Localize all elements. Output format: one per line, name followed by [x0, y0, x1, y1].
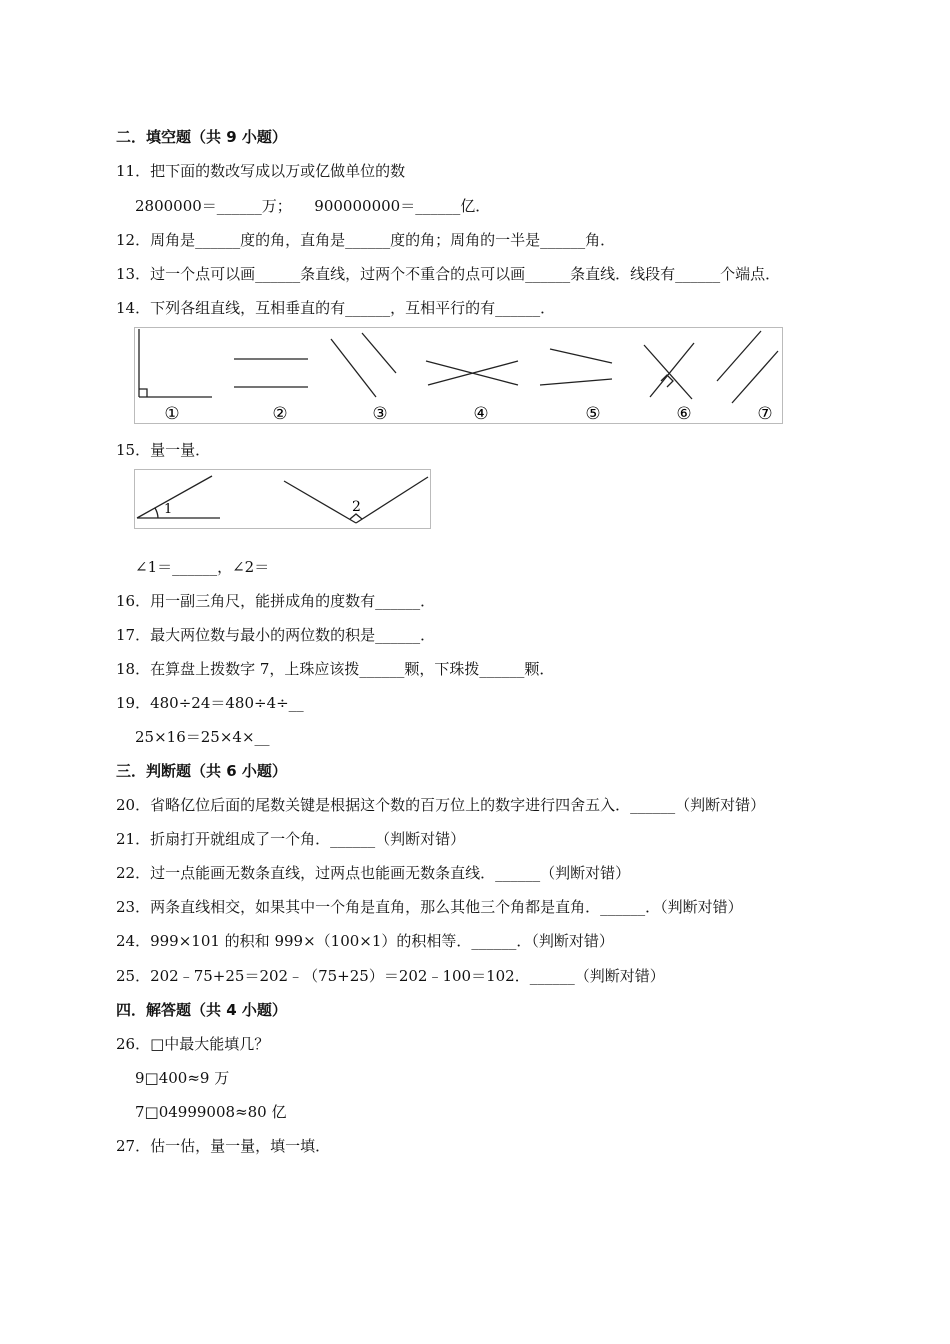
section-heading-answer: 四．解答题（共 4 小题） — [116, 1001, 287, 1019]
question-15: 15．量一量． — [116, 441, 211, 459]
label-1: ① — [164, 404, 180, 424]
line-pair-6 — [644, 343, 694, 399]
line-pair-5 — [540, 349, 612, 385]
label-2: ② — [272, 404, 288, 424]
question-16: 16．用一副三角尺，能拼成角的度数有______． — [116, 592, 436, 610]
label-5: ⑤ — [585, 404, 601, 424]
question-26: 26．□中最大能填几？ — [116, 1035, 270, 1053]
question-13: 13．过一个点可以画______条直线，过两个不重合的点可以画______条直线．线段有______个端点． — [116, 265, 781, 283]
angle-1-label: 1 — [164, 502, 173, 517]
question-26-item-1: 9□400≈9 万 — [135, 1069, 230, 1087]
line-pair-4 — [426, 361, 518, 385]
angle-1 — [137, 476, 220, 518]
label-7: ⑦ — [757, 404, 773, 424]
question-24: 24．999×101 的积和 999×（100×1）的积相等．______．（判断对错） — [116, 932, 614, 950]
question-15-answers: ∠1＝______，∠2＝ — [135, 558, 270, 576]
question-11-items: 2800000＝______万； 900000000＝______亿． — [135, 197, 491, 215]
question-27: 27．估一估，量一量，填一填． — [116, 1137, 331, 1155]
figure-frame — [135, 470, 431, 529]
question-11: 11．把下面的数改写成以万或亿做单位的数 — [116, 162, 406, 180]
section-heading-judgement: 三．判断题（共 6 小题） — [116, 762, 287, 780]
label-3: ③ — [372, 404, 388, 424]
question-21: 21．折扇打开就组成了一个角．______（判断对错） — [116, 830, 466, 848]
question-19-second: 25×16＝25×4×__ — [135, 728, 270, 746]
question-18: 18．在算盘上拨数字 7，上珠应该拨______颗，下珠拨______颗． — [116, 660, 555, 678]
label-6: ⑥ — [676, 404, 692, 424]
question-23: 23．两条直线相交，如果其中一个角是直角，那么其他三个角都是直角．______．（判断对错） — [116, 898, 743, 916]
label-4: ④ — [473, 404, 489, 424]
line-pair-2 — [234, 359, 308, 387]
question-20: 20．省略亿位后面的尾数关键是根据这个数的百万位上的数字进行四舍五入．______（判断对错） — [116, 796, 766, 814]
question-17: 17．最大两位数与最小的两位数的积是______． — [116, 626, 436, 644]
question-19: 19．480÷24＝480÷4÷__ — [116, 694, 304, 712]
question-25: 25．202﹣75+25＝202﹣（75+25）＝202﹣100＝102．______（判断对错） — [116, 967, 665, 985]
question-26-item-2: 7□04999008≈80 亿 — [135, 1103, 287, 1121]
line-pair-1 — [139, 329, 212, 397]
question-12: 12．周角是______度的角，直角是______度的角；周角的一半是______角． — [116, 231, 616, 249]
question-14: 14．下列各组直线，互相垂直的有______，互相平行的有______． — [116, 299, 556, 317]
line-pairs-figure — [134, 327, 784, 425]
question-22: 22．过一点能画无数条直线，过两点也能画无数条直线．______（判断对错） — [116, 864, 631, 882]
angle-measure-figure — [134, 469, 434, 531]
line-pair-3 — [331, 333, 396, 397]
section-heading-fill-in: 二．填空题（共 9 小题） — [116, 128, 287, 146]
angle-2-label: 2 — [352, 499, 361, 515]
line-pair-7 — [717, 331, 778, 403]
